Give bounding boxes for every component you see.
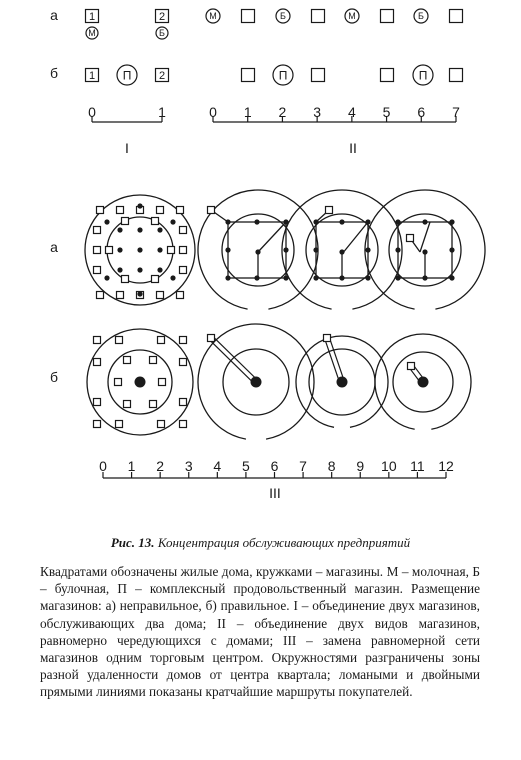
house-square [116,337,123,344]
axis-tick-label: 2 [278,104,287,120]
part-III [85,190,485,501]
axis-tick-label: 1 [243,104,252,120]
shop-letter: Б [418,11,424,21]
shop-dot [449,275,454,280]
house-square [106,247,113,254]
axis-tick-label: 4 [347,104,356,120]
house-square [94,337,101,344]
part-label-I: I [125,140,129,156]
figure-caption [0,535,521,551]
house-square [180,399,187,406]
house-square [381,10,394,23]
house-square [180,421,187,428]
row-label-a: а [50,7,58,23]
axis-tick-label: 7 [299,458,307,474]
house-square [157,292,164,299]
shopping-center [251,377,262,388]
shop-dot [157,227,162,232]
house-square [324,335,331,342]
shop-letter: Б [159,28,165,38]
axis-tick-label: 6 [270,458,279,474]
house-square [97,207,104,214]
house-square [94,247,101,254]
shop-letter: Б [280,11,286,21]
house-square [408,363,415,370]
house-square [152,218,159,225]
double-route-line [209,340,254,384]
house-square [450,10,463,23]
axis-tick-label: 12 [438,458,454,474]
axis-tick-label: 0 [99,458,107,474]
house-number: 2 [158,70,166,82]
house-square [94,227,101,234]
axis-tick-label: 7 [452,104,460,120]
shop-dot [117,247,122,252]
axis-tick-label: 5 [242,458,250,474]
house-square [94,421,101,428]
house-square [242,69,255,82]
shopping-center [418,377,429,388]
shop-dot [137,227,142,232]
shop-dot [170,219,175,224]
house-square [180,227,187,234]
axis-tick-label: 6 [417,104,426,120]
caption-title: Концентрация обслуживающих предприятий [157,535,411,550]
shop-dot [137,203,142,208]
row-label-b: б [49,65,59,81]
house-square [117,292,124,299]
house-number: 1 [88,70,96,82]
house-square [242,10,255,23]
shop-dot [339,219,344,224]
shop-letter: П [122,68,132,83]
house-square [158,421,165,428]
shop-dot [225,219,230,224]
shop-dot [313,275,318,280]
house-square [407,235,414,242]
house-number: 2 [158,11,166,23]
shop-dot [157,267,162,272]
house-square [208,335,215,342]
shop-dot [283,247,288,252]
shop-dot [422,219,427,224]
shop-dot [225,247,230,252]
house-square [150,357,157,364]
axis-tick-label: 0 [88,104,96,120]
row-label-b: б [49,369,59,385]
house-square [180,359,187,366]
house-square [122,218,129,225]
shop-dot [365,247,370,252]
part-label-II: II [349,140,357,156]
house-square [208,207,215,214]
house-square [180,247,187,254]
shop-dot [254,275,259,280]
house-square [115,379,122,386]
house-square [94,359,101,366]
house-number: 1 [88,11,96,23]
shop-dot [339,275,344,280]
shop-letter: М [209,11,217,21]
axis-tick-label: 1 [127,458,136,474]
shop-dot [449,219,454,224]
shop-dot [117,267,122,272]
shop-dot [157,247,162,252]
part-I [86,10,169,157]
house-square [326,207,333,214]
shop-dot [422,275,427,280]
shop-dot [104,219,109,224]
shopping-center [135,377,146,388]
house-square [450,69,463,82]
axis-tick-label: 8 [327,458,336,474]
shop-dot [313,247,318,252]
axis-tick-label: 3 [313,104,322,120]
shop-dot [225,275,230,280]
house-square [157,207,164,214]
house-square [94,267,101,274]
axis-tick-label: 0 [209,104,217,120]
shop-dot [422,249,427,254]
house-square [152,276,159,283]
shop-letter: П [418,68,428,83]
house-square [158,337,165,344]
shop-dot [313,219,318,224]
axis-tick-label: 11 [410,458,425,474]
house-square [180,267,187,274]
row-labels [50,7,58,385]
row-label-a: а [50,239,58,255]
shop-dot [365,275,370,280]
part-label-III: III [269,485,281,501]
shop-dot [104,275,109,280]
shop-dot [137,291,142,296]
shop-dot [255,249,260,254]
caption-number: Рис. 13. [110,535,155,550]
axis-tick-label: 5 [382,104,391,120]
route-line [420,222,430,252]
shop-dot [170,275,175,280]
shop-dot [395,219,400,224]
house-square [177,292,184,299]
house-square [124,357,131,364]
axis-tick-label: 2 [156,458,165,474]
house-square [94,399,101,406]
house-square [159,379,166,386]
shop-dot [365,219,370,224]
house-square [117,207,124,214]
shop-letter: М [88,28,96,38]
shop-dot [395,247,400,252]
house-square [116,421,123,428]
house-square [168,247,175,254]
shop-dot [449,247,454,252]
shop-dot [339,249,344,254]
double-route-line [213,336,258,380]
house-square [97,292,104,299]
shop-letter: М [348,11,356,21]
axis-tick-label: 9 [356,458,365,474]
house-square [150,401,157,408]
house-square [312,10,325,23]
shop-dot [395,275,400,280]
house-square [180,337,187,344]
house-square [122,276,129,283]
shop-dot [117,227,122,232]
axis-tick-label: 10 [381,458,397,474]
shop-dot [137,247,142,252]
house-square [381,69,394,82]
axis-tick-label: 3 [184,458,193,474]
shop-dot [254,219,259,224]
axis-tick-label: 1 [158,104,166,120]
shop-letter: П [278,68,288,83]
route-line [342,222,368,254]
house-square [177,207,184,214]
part-II [206,9,463,156]
shopping-center [337,377,348,388]
figure-description: Квадратами обозначены жилые дома, кружками – магазины. М – молочная, Б – булочная, П – комплексный продовольственный магазин. Размещение магазинов: а) неправильное, б) правильное. I – объединение двух магазинов, обслуживающих два дома; II – объединение двух видов магазинов, равномерно чередующихся с домами; III – замена равномерной сети магазинов одним торговым центром. Окружностями разграничены зоны разной удаленности домов от центра квартала; ломаными и двойными прямыми линиями показаны кратчайшие маршруты покупателей. [40,564,480,700]
shop-dot [137,267,142,272]
house-square [312,69,325,82]
house-square [124,401,131,408]
axis-tick-label: 4 [213,458,222,474]
